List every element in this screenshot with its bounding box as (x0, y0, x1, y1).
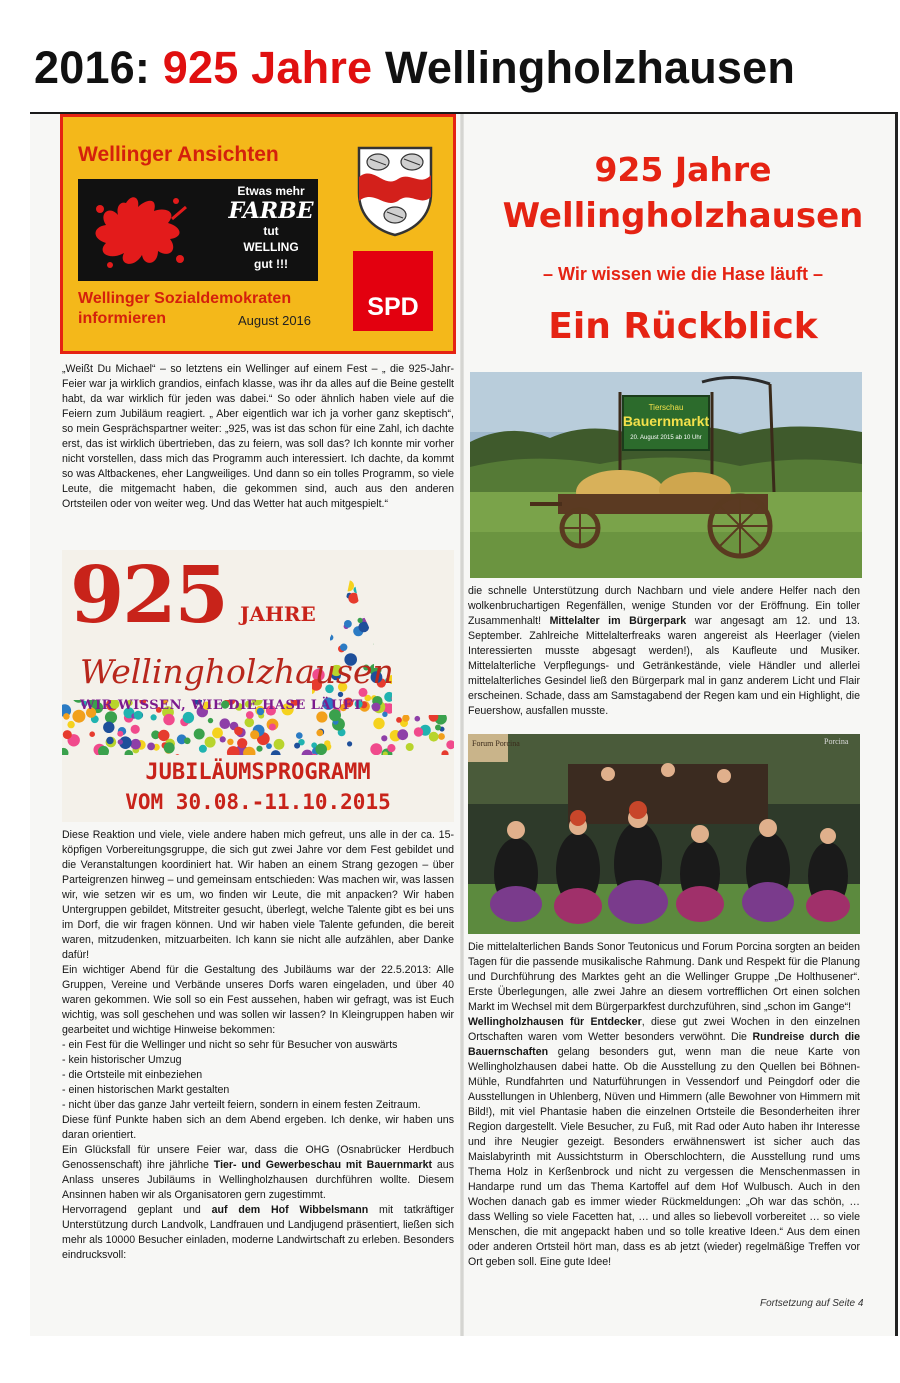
confetti-dot (354, 586, 361, 593)
spd-logo: SPD (353, 251, 433, 331)
confetti-dot (305, 635, 317, 647)
jubilee-poster (62, 550, 454, 822)
confetti-dot (249, 639, 258, 648)
confetti-dot (395, 618, 401, 624)
confetti-dot (227, 739, 233, 745)
poster-town-name: Wellingholzhausen (80, 652, 394, 691)
confetti-dot (429, 623, 436, 630)
confetti-dot (437, 679, 446, 688)
confetti-dot (432, 652, 443, 663)
confetti-dot (446, 740, 454, 749)
confetti-dot (419, 637, 431, 649)
confetti-dot (98, 746, 109, 757)
banner-left: Forum Porcina (472, 739, 520, 748)
confetti-dot (421, 570, 431, 580)
confetti-dot (404, 587, 410, 593)
confetti-dot (432, 623, 441, 632)
confetti-dot (147, 743, 155, 751)
confetti-dot (398, 641, 406, 649)
confetti-dot (303, 578, 311, 586)
confetti-dot (374, 641, 380, 647)
slogan-line: tut (263, 224, 279, 239)
paragraph (468, 584, 860, 719)
confetti-dot (396, 671, 403, 678)
confetti-dot (158, 730, 169, 741)
confetti-dot (437, 590, 447, 600)
text-run: gelang besonders gut, wenn man die neue Karte von Wellingholzhausen dabei hatte. Ob die Ausstellung zu den Quellen bei Böhnen-Mühle, Rundfahrten und Naturführungen in Vessendorf und Peingdorf oder die Ausstellungen in Uhlenberg, Nüven und Himmern (alle Bewohner von Himmern mit Bild!), mit viel Phantasie haben die einzelnen Ortsteile die Besonderheiten ihrer Region dargestellt. Viele Besucher, zu Fuß, mit Rad oder Auto haben ihr Interesse und ihre Neugier gezeigt. Besonders erwähnenswert ist sicher auch das Maislabyrinth mit Aussichtsturm in Oberschlochtern, die Ausstellung rund ums Thema Holz in Kerßenbrock und nicht zu vergessen die Menschenmassen in Handarpe rund um das Thema Kartoffel auf dem Hof Wulbusch. Auch in den Wochen danach gab es immer wieder Rückmeldungen: „Oh war das schön, … dass Welling so viele Facetten hat, … und alles so liebevoll vorbereitet … so viele Menschen, die mit angepackt haben und so tolle kreative Ideen.“ Aus dem einen oder anderen Ortsteil hört man, dass es ab jetzt (wieder) regelmäßige Treffen vor Ort geben soll. Eine gute Idee! (468, 1046, 860, 1268)
confetti-dot (239, 591, 248, 600)
text-run: die schnelle Unterstützung durch Nachbarn und viele andere Helfer nach den wolkenbruchartigen Regenfällen, wenige Stunden vor der Eröffnung. Ein toller Zusammenhalt! (468, 585, 860, 627)
confetti-dot (402, 641, 408, 647)
coat-of-arms-icon (356, 145, 434, 237)
bold-run: Wellingholzhausen für Entdecker (468, 1016, 642, 1028)
poster-number: 925 (70, 550, 227, 641)
text-run: Ein Glücksfall für unsere Feier war, dass die OHG (Osnabrücker Herdbuch Genossenschaft) ihre jährliche (62, 1144, 454, 1171)
paragraph: Ein wichtiger Abend für die Gestaltung des Jubiläums war der 22.5.2013: Alle Gruppen, Vereine und Verbände unseres Dorfs waren eingeladen, und über 40 waren gekommen. Wie soll so ein Fest aussehen, haben wir gefragt, was ist Euch wichtig, was soll geschehen und was sollen wir lassen? In Kleingruppen haben wir gearbeitet und wichtige Hinweise bekommen: (62, 964, 454, 1036)
confetti-dot (375, 632, 381, 638)
confetti-dot (155, 642, 162, 649)
confetti-dot (252, 571, 259, 578)
confetti-dot (424, 561, 432, 569)
confetti-dot (335, 565, 341, 571)
confetti-dot (304, 587, 316, 599)
confetti-dot (359, 622, 370, 633)
confetti-dot (381, 591, 393, 603)
newsletter-title: Wellinger Ansichten (78, 143, 279, 166)
slogan-farbe: FARBE (228, 198, 314, 225)
confetti-dot (228, 573, 241, 586)
confetti-dot (205, 737, 216, 748)
bullet-item: - kein historischer Umzug (62, 1054, 182, 1066)
confetti-dot (245, 718, 255, 728)
confetti-dot (340, 578, 345, 583)
confetti-dot (103, 722, 114, 733)
confetti-dot (377, 605, 390, 618)
paragraph: „Weißt Du Michael“ – so letztens ein Wellinger auf einem Fest – „ die 925-Jahr-Feier war ja wirklich grandios, einfach klasse, was ihr da alles auf die Beine gestellt habt, da war wirklich für jeden was dabei.“ So oder ähnlich haben viele auf die Feiern zum Jubiläum reagiert. „ Aber eigentlich war ich ja vorher ganz skeptisch“, so mein Gesprächspartner weiter: „925, was ist das schon für eine Zahl, ich dachte erst, das ist wirklich übertrieben, das zu feiern, was soll das? Ich konnte mir vorher nicht vorstellen, dass mich das Programm auch interessiert. Ich dachte, da kommt so was Altbackenes, eher Langweiliges. Und dann so ein tolles Programm, so viele Leute, die mitgemacht haben, die gekommen sind, auch aus den anderen Ortsteilen oder von weiter weg. Und das Wetter hat auch mitgespielt.“ (62, 363, 454, 510)
slogan-panel (78, 179, 318, 281)
confetti-dot (247, 642, 252, 647)
confetti-dot (243, 575, 255, 587)
confetti-dot (383, 751, 388, 756)
confetti-dot (234, 727, 243, 736)
confetti-dot (344, 620, 352, 628)
paragraph (62, 1203, 454, 1263)
confetti-dot (381, 735, 387, 741)
confetti-dot (266, 743, 272, 749)
confetti-dot (431, 562, 439, 570)
confetti-dot (248, 564, 254, 570)
confetti-dot (106, 737, 113, 744)
confetti-dot (387, 744, 395, 752)
confetti-dot (302, 581, 308, 587)
text-run: mit tatkräftiger Unterstützung durch Landvolk, Landfrauen und Landjugend präsentiert, ließen sich mehr als 10000 Besucher einladen, moderne Landwirtschaft zu erleben. Besonders eindrucksvoll: (62, 1204, 454, 1261)
confetti-dot (444, 641, 454, 654)
confetti-dot (402, 714, 409, 721)
confetti-dot (429, 712, 439, 722)
text-run: , diese gut zwei Wochen in den einzelnen Ortschaften waren vom Wetter besonders verwöhnt. Die (468, 1016, 860, 1043)
confetti-dot (312, 635, 323, 646)
confetti-dot (373, 718, 384, 729)
confetti-dot (184, 738, 191, 745)
confetti-dot (444, 696, 454, 707)
confetti-dot (62, 675, 70, 685)
confetti-dot (290, 587, 300, 597)
confetti-dot (63, 730, 72, 739)
confetti-dot (438, 733, 445, 740)
confetti-dot (315, 589, 325, 599)
confetti-dot (443, 685, 453, 695)
confetti-dot (424, 622, 432, 630)
confetti-dot (266, 643, 272, 649)
confetti-dot (384, 692, 394, 702)
confetti-dot (315, 575, 324, 584)
confetti-dot (414, 727, 423, 736)
paragraph (62, 1143, 454, 1203)
confetti-dot (358, 618, 363, 623)
confetti-dot (256, 746, 262, 752)
confetti-dot (253, 691, 260, 698)
confetti-dot (272, 567, 278, 573)
issue-date: August 2016 (238, 313, 312, 328)
confetti-dot (404, 679, 410, 685)
confetti-dot (68, 668, 79, 679)
photo-medieval-dancers (468, 734, 860, 934)
confetti-dot (316, 564, 321, 569)
confetti-dot (340, 644, 347, 651)
confetti-dot (62, 670, 70, 681)
confetti-dot (369, 588, 375, 594)
confetti-dot (404, 569, 414, 579)
confetti-dot (244, 581, 255, 592)
confetti-dot (449, 603, 454, 611)
confetti-dot (396, 717, 402, 723)
confetti-dot (62, 600, 67, 605)
headline-tagline: – Wir wissen wie die Hase läuft – (543, 264, 823, 284)
confetti-dot (293, 637, 304, 648)
confetti-dot (321, 616, 332, 627)
confetti-dot (432, 707, 438, 713)
confetti-dot (382, 712, 387, 717)
confetti-dot (285, 589, 294, 598)
confetti-dot (243, 747, 255, 759)
confetti-dot (302, 590, 307, 595)
confetti-dot (440, 630, 451, 641)
bullet-item: - nicht über das ganze Jahr verteilt feiern, sondern in einem festen Zeitraum. (62, 1099, 421, 1111)
confetti-dot (266, 628, 277, 639)
confetti-dot (227, 746, 240, 759)
confetti-dot (269, 724, 276, 731)
confetti-dot (311, 583, 317, 589)
title-suffix: Wellingholzhausen (372, 42, 796, 93)
confetti-dot (423, 575, 428, 580)
confetti-dot (343, 580, 354, 591)
confetti-dot (228, 575, 234, 581)
confetti-dot (199, 745, 207, 753)
confetti-dot (406, 743, 414, 751)
confetti-dot (62, 654, 66, 663)
confetti-dot (318, 561, 327, 570)
sign-line2: Bauernmarkt (622, 413, 710, 429)
confetti-dot (220, 718, 231, 729)
confetti-dot (252, 637, 261, 646)
confetti-dot (410, 671, 416, 677)
confetti-dot (237, 738, 247, 748)
article-body-right-2 (468, 940, 860, 1270)
confetti-dot (125, 750, 134, 759)
confetti-dot (248, 581, 257, 590)
confetti-dot (441, 596, 447, 602)
bold-run: Tier- und Gewerbeschau mit Bauernmarkt (213, 1159, 433, 1171)
confetti-dot (312, 578, 321, 587)
confetti-dot (437, 575, 449, 587)
confetti-dot (441, 684, 450, 693)
poster-program: JUBILÄUMSPROGRAMM (145, 760, 371, 785)
confetti-dot (306, 633, 313, 640)
confetti-dot (441, 750, 448, 757)
confetti-dot (269, 583, 280, 594)
confetti-dot (440, 625, 445, 630)
confetti-dot (274, 739, 285, 750)
slogan-line: gut !!! (254, 256, 288, 271)
confetti-dot (250, 636, 258, 644)
confetti-dot (299, 644, 308, 653)
confetti-dot (366, 611, 372, 617)
confetti-dot (117, 731, 123, 737)
bullet-item: - die Ortsteile mit einbeziehen (62, 1069, 203, 1081)
confetti-dot (393, 568, 398, 573)
headline-rueckblick: Ein Rückblick (548, 306, 818, 347)
headline-line1: 925 Jahre (594, 150, 772, 189)
confetti-dot (294, 743, 300, 749)
confetti-dot (338, 692, 343, 697)
confetti-dot (89, 731, 95, 737)
confetti-dot (446, 563, 453, 570)
confetti-dot (296, 732, 303, 739)
confetti-dot (372, 703, 381, 712)
confetti-dot (318, 567, 329, 578)
bold-run: Mittelalter im Bürgerpark (549, 615, 687, 627)
photo-bauernmarkt-wagon (470, 372, 862, 578)
confetti-dot (274, 584, 284, 594)
scanned-newsletter-page (30, 112, 898, 1336)
bold-run: Rundreise durch die Bauernschaften (468, 1031, 860, 1058)
confetti-dot (374, 586, 382, 594)
confetti-dot (378, 637, 388, 647)
confetti-dot (321, 562, 328, 569)
confetti-dot (276, 625, 287, 636)
confetti-dot (407, 567, 414, 574)
confetti-dot (290, 640, 297, 647)
confetti-dot (131, 725, 140, 734)
confetti-dot (327, 635, 333, 641)
confetti-dot (400, 653, 410, 663)
confetti-dot (397, 729, 408, 740)
confetti-dot (370, 743, 382, 755)
confetti-dot (118, 739, 123, 744)
sign-line3: 20. August 2015 ab 10 Uhr (630, 435, 702, 441)
confetti-dot (256, 574, 262, 580)
paragraph: Diese Reaktion und viele, viele andere haben mich gefreut, uns alle in der ca. 15-köpfigen Vorbereitungsgruppe, die sich gut zwei Jahre vor dem Fest gebildet und die Veranstaltungen koordiniert hat. Wir haben an einem Strang gezogen – über Parteigrenzen hinweg – und gemeinsam entschieden: Was machen wir, was lassen wir, wie setzen wir es um, wo finden wir Leute, die mit anpacken? Wir haben Untergruppen gebildet, Mitstreiter gesucht, überlegt, welche Talente gibt es bei uns im Dorf, die wir fragen können. Und wir haben viele Talente gefunden, die bereit waren, mitzudenken, mitzuarbeiten. Ich kann sie nicht alle aufzählen, aber Danke dafür! (62, 829, 454, 961)
slogan-line: WELLING (243, 240, 299, 255)
confetti-dot (163, 714, 174, 725)
confetti-dot (62, 748, 69, 758)
confetti-dot (412, 694, 423, 705)
confetti-dot (250, 730, 259, 739)
confetti-dot (62, 620, 68, 631)
confetti-dot (415, 707, 421, 713)
confetti-dot (407, 628, 414, 635)
article-body-right-1 (468, 584, 860, 719)
subtitle-line: informieren (78, 310, 167, 327)
confetti-dot (67, 652, 79, 664)
sign-line1: Tierschau (648, 403, 684, 412)
confetti-dot (208, 718, 213, 723)
confetti-dot (347, 741, 352, 746)
confetti-dot (364, 612, 370, 618)
confetti-dot (443, 563, 449, 569)
text-run: war angesagt am 12. und 13. September. Zahlreiche Mittelalterfreaks waren angereist als Heerlager (vielen Interessierten musste abgesagt werden!), als Kaufleute und Musiker. Mittelalterliche Verpflegungs- und Getränkestände, viele Händler und allerlei mittelalterliches Gesindel ließ den Bürgerpark mal in ganz anderem Licht und Flair erscheinen. Schade, dass am Samstagabend der Regen kam und ein Highlight, die Feuershow, ausfallen musste. (468, 615, 860, 717)
confetti-dot (443, 702, 454, 714)
bullet-item: - ein Fest für die Wellinger und nicht so sehr für Besucher von auswärts (62, 1039, 398, 1051)
confetti-dot (105, 711, 117, 723)
bullet-item: - einen historischen Markt gestalten (62, 1084, 230, 1096)
paragraph: Diese fünf Punkte haben sich an dem Abend ergeben. Ich denke, wir haben uns daran orientiert. (62, 1114, 454, 1141)
confetti-dot (256, 588, 267, 599)
confetti-dot (273, 625, 279, 631)
confetti-dot (271, 750, 281, 760)
confetti-dot (130, 739, 141, 750)
confetti-dot (419, 685, 430, 696)
confetti-dot (316, 711, 327, 722)
confetti-dot (316, 729, 323, 736)
confetti-dot (151, 714, 157, 720)
confetti-dot (62, 658, 68, 665)
confetti-dot (319, 574, 329, 584)
dancers-photo-graphic (468, 734, 860, 934)
confetti-dot (252, 585, 264, 597)
bold-run: auf dem Hof Wibbelsmann (211, 1204, 369, 1216)
confetti-dot (274, 585, 280, 591)
confetti-dot (298, 636, 304, 642)
newsletter-header-box (60, 114, 456, 354)
wagon-photo-graphic (470, 372, 862, 578)
confetti-dot (357, 566, 365, 574)
confetti-dot (315, 744, 327, 756)
confetti-dot (291, 587, 298, 594)
confetti-dot (444, 651, 449, 656)
confetti-dot (442, 623, 454, 635)
poster-jahre: JAHRE (240, 602, 316, 626)
confetti-dot (272, 577, 282, 587)
confetti-dot (433, 645, 446, 658)
paragraph (468, 1015, 860, 1270)
poster-slogan: WIR WISSEN, WIE DIE HASE LÄUFT (80, 698, 363, 713)
confetti-dot (428, 617, 440, 629)
confetti-dot (429, 732, 439, 742)
confetti-dot (412, 597, 424, 609)
confetti-dot (442, 661, 450, 669)
confetti-dot (285, 586, 293, 594)
confetti-dot (384, 595, 392, 603)
confetti-dot (415, 716, 421, 722)
confetti-dot (429, 623, 440, 634)
confetti-dot (391, 695, 398, 702)
confetti-dot (417, 678, 428, 689)
confetti-dot (71, 663, 81, 673)
confetti-dot (256, 639, 267, 650)
confetti-dot (287, 567, 296, 576)
confetti-dot (289, 634, 301, 646)
confetti-dot (407, 650, 415, 658)
slogan-line: Etwas mehr (237, 184, 305, 198)
confetti-dot (294, 562, 300, 568)
confetti-dot (317, 590, 329, 602)
poster-dates: VOM 30.08.-11.10.2015 (125, 790, 391, 814)
confetti-dot (321, 591, 330, 600)
confetti-dot (435, 696, 442, 703)
confetti-dot (220, 736, 226, 742)
confetti-dot (367, 562, 378, 573)
confetti-dot (435, 581, 444, 590)
confetti-dot (230, 633, 239, 642)
confetti-dot (435, 678, 443, 686)
confetti-dot (232, 636, 244, 648)
confetti-dot (67, 721, 74, 728)
paragraph: Die mittelalterlichen Bands Sonor Teutonicus und Forum Porcina sorgten an beiden Tagen für die passende musikalische Rahmung. Dank und Respekt für die Planung und Durchführung des Marktes geht an die Wellinger Gruppe „De Holthusener“. Erste Überlegungen, alle zwei Jahre an diesem vortrefflichen Ort einen solchen Markt im Wechsel mit dem Bürgerparkfest durchzuführen, sind „schon im Gange“! (468, 941, 860, 1013)
confetti-dot (440, 617, 446, 623)
column-gutter (460, 114, 464, 1336)
confetti-dot (446, 565, 454, 576)
confetti-dot (443, 640, 454, 651)
confetti-dot (276, 566, 284, 574)
subtitle-line: Wellinger Sozialdemokraten (78, 290, 292, 307)
confetti-dot (436, 661, 441, 666)
banner-right: Porcina (824, 737, 849, 746)
confetti-dot (348, 593, 359, 604)
confetti-dot (368, 565, 377, 574)
confetti-dot (63, 713, 70, 720)
slogan-text (226, 183, 316, 272)
confetti-dot (407, 690, 415, 698)
confetti-dot (124, 645, 131, 652)
confetti-dot (164, 742, 175, 753)
text-run: aus Anlass unseres Jubiläums in Wellingholzhausen durchführen wollte. Diesem Ansinnen haben wir als Organisatoren gern zugestimmt. (62, 1159, 454, 1201)
confetti-dot (183, 712, 194, 723)
title-highlight: 925 Jahre (162, 42, 373, 93)
confetti-dot (62, 644, 69, 653)
continued-note: Fortsetzung auf Seite 4 (760, 1298, 864, 1309)
confetti-dot (435, 725, 441, 731)
article-intro (62, 362, 454, 512)
confetti-dot (194, 729, 205, 740)
article-body-left (62, 828, 454, 1263)
page-title (34, 42, 795, 94)
confetti-dot (401, 686, 412, 697)
confetti-dot (418, 567, 426, 575)
paint-splat-icon (88, 189, 188, 271)
text-run: Hervorragend geplant und (62, 1204, 212, 1216)
confetti-dot (175, 754, 180, 759)
title-prefix: 2016: (34, 42, 163, 93)
headline-line2: Wellingholzhausen (502, 196, 864, 236)
